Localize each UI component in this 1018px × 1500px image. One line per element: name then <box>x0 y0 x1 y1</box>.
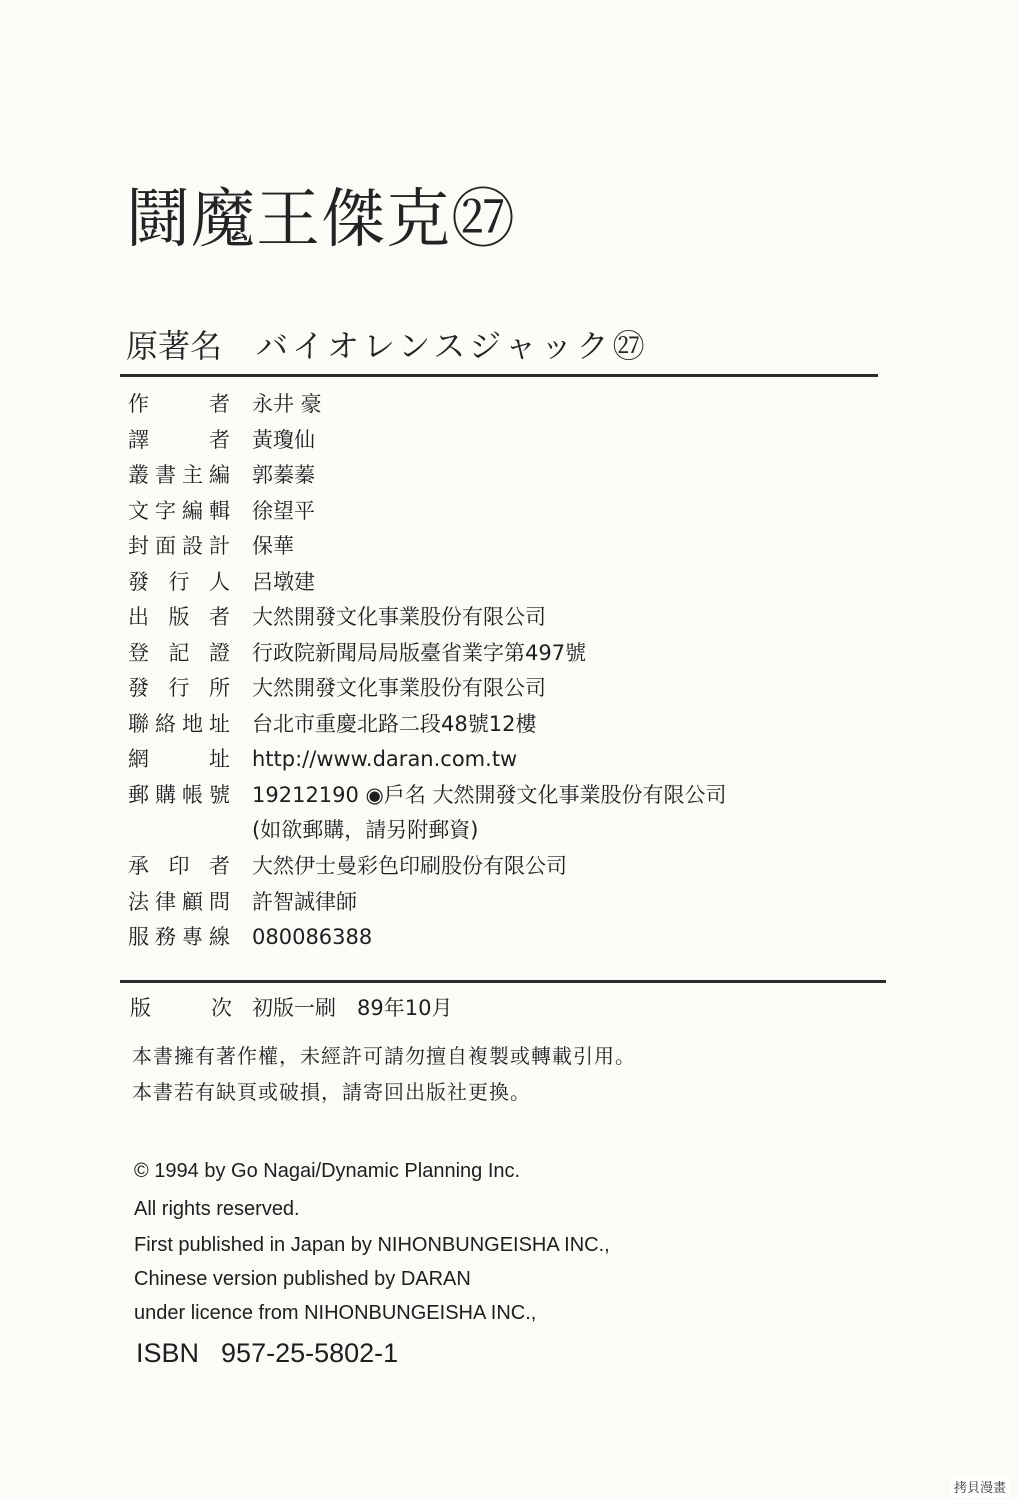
credit-value: 大然伊士曼彩色印刷股份有限公司 <box>252 854 567 878</box>
credit-row <box>128 566 888 602</box>
english-licence-line: under licence from NIHONBUNGEISHA INC., <box>134 1302 537 1324</box>
edition-value: 初版一刷 89年10月 <box>252 996 453 1020</box>
credit-row <box>128 814 888 850</box>
credit-value: 呂墩建 <box>252 569 315 594</box>
credit-row <box>128 495 888 531</box>
isbn <box>136 1338 398 1369</box>
credit-row <box>128 886 888 922</box>
credit-value: 保華 <box>252 534 294 558</box>
credit-row <box>128 637 888 673</box>
credit-value: http://www.daran.com.tw <box>252 747 518 771</box>
english-first-published-line: First published in Japan by NIHONBUNGEISHA INC., <box>134 1234 610 1256</box>
credit-label: 封面設計 <box>128 534 230 558</box>
credit-value: 黃瓊仙 <box>252 427 315 452</box>
credit-label: 出版者 <box>128 605 230 629</box>
credit-label: 承印者 <box>128 854 230 878</box>
site-watermark: 拷貝漫畫 <box>950 1475 1010 1498</box>
credit-row <box>128 708 888 744</box>
credit-row <box>128 424 888 460</box>
isbn-number: 957-25-5802-1 <box>221 1338 399 1368</box>
edition-row <box>130 992 890 1024</box>
english-chinese-version-line: Chinese version published by DARAN <box>134 1268 471 1290</box>
edition-label: 版次 <box>130 996 232 1020</box>
credit-value: 大然開發文化事業股份有限公司 <box>252 676 546 700</box>
credit-value: 大然開發文化事業股份有限公司 <box>252 605 546 629</box>
english-copyright-line: © 1994 by Go Nagai/Dynamic Planning Inc. <box>134 1160 521 1182</box>
credit-row <box>128 921 888 957</box>
credit-value: 080086388 <box>252 925 373 949</box>
credit-row <box>128 779 888 815</box>
divider-top <box>120 374 878 377</box>
credit-label: 作者 <box>128 392 230 416</box>
book-title: 鬪魔王傑克㉗ <box>126 183 516 257</box>
original-title <box>126 327 649 365</box>
credit-value: 永井 豪 <box>252 392 322 416</box>
credit-label: 登記證 <box>128 640 230 665</box>
credit-label: 網址 <box>128 747 230 771</box>
credit-row <box>128 459 888 495</box>
credit-label: 發行所 <box>128 676 230 700</box>
credit-row <box>128 850 888 886</box>
credit-row <box>128 388 888 424</box>
credit-label: 服務專線 <box>128 925 230 949</box>
credit-value: 郭蓁蓁 <box>252 463 315 487</box>
credit-value: 許智誠律師 <box>252 889 357 914</box>
credit-label: 文字編輯 <box>128 498 230 523</box>
credits-list <box>128 388 888 957</box>
defect-notice: 本書若有缺頁或破損，請寄回出版社更換。 <box>132 1080 531 1104</box>
credit-row <box>128 672 888 708</box>
isbn-label: ISBN <box>136 1338 200 1368</box>
credit-value: 台北市重慶北路二段48號12樓 <box>252 711 537 736</box>
credit-row <box>128 530 888 566</box>
original-title-label: 原著名 <box>126 327 223 365</box>
credit-label: 叢書主編 <box>128 463 230 487</box>
credit-label: 聯絡地址 <box>128 711 230 736</box>
english-rights-line: All rights reserved. <box>134 1198 300 1220</box>
credit-label: 法律顧問 <box>128 889 230 914</box>
original-title-name: バイオレンスジャック㉗ <box>256 327 649 365</box>
credit-value: 19212190 ◉戶名 大然開發文化事業股份有限公司 <box>252 782 727 807</box>
copyright-notice: 本書擁有著作權，未經許可請勿擅自複製或轉載引用。 <box>132 1044 636 1068</box>
credit-row <box>128 601 888 637</box>
divider-bottom <box>120 980 886 983</box>
credit-label: 發行人 <box>128 569 230 594</box>
credit-label: 譯者 <box>128 427 230 452</box>
credit-value: 行政院新聞局局版臺省業字第497號 <box>252 640 587 665</box>
credit-value: 徐望平 <box>252 498 315 523</box>
credit-value: (如欲郵購，請另附郵資) <box>252 818 479 842</box>
credit-row <box>128 743 888 779</box>
credit-label: 郵購帳號 <box>128 782 230 807</box>
